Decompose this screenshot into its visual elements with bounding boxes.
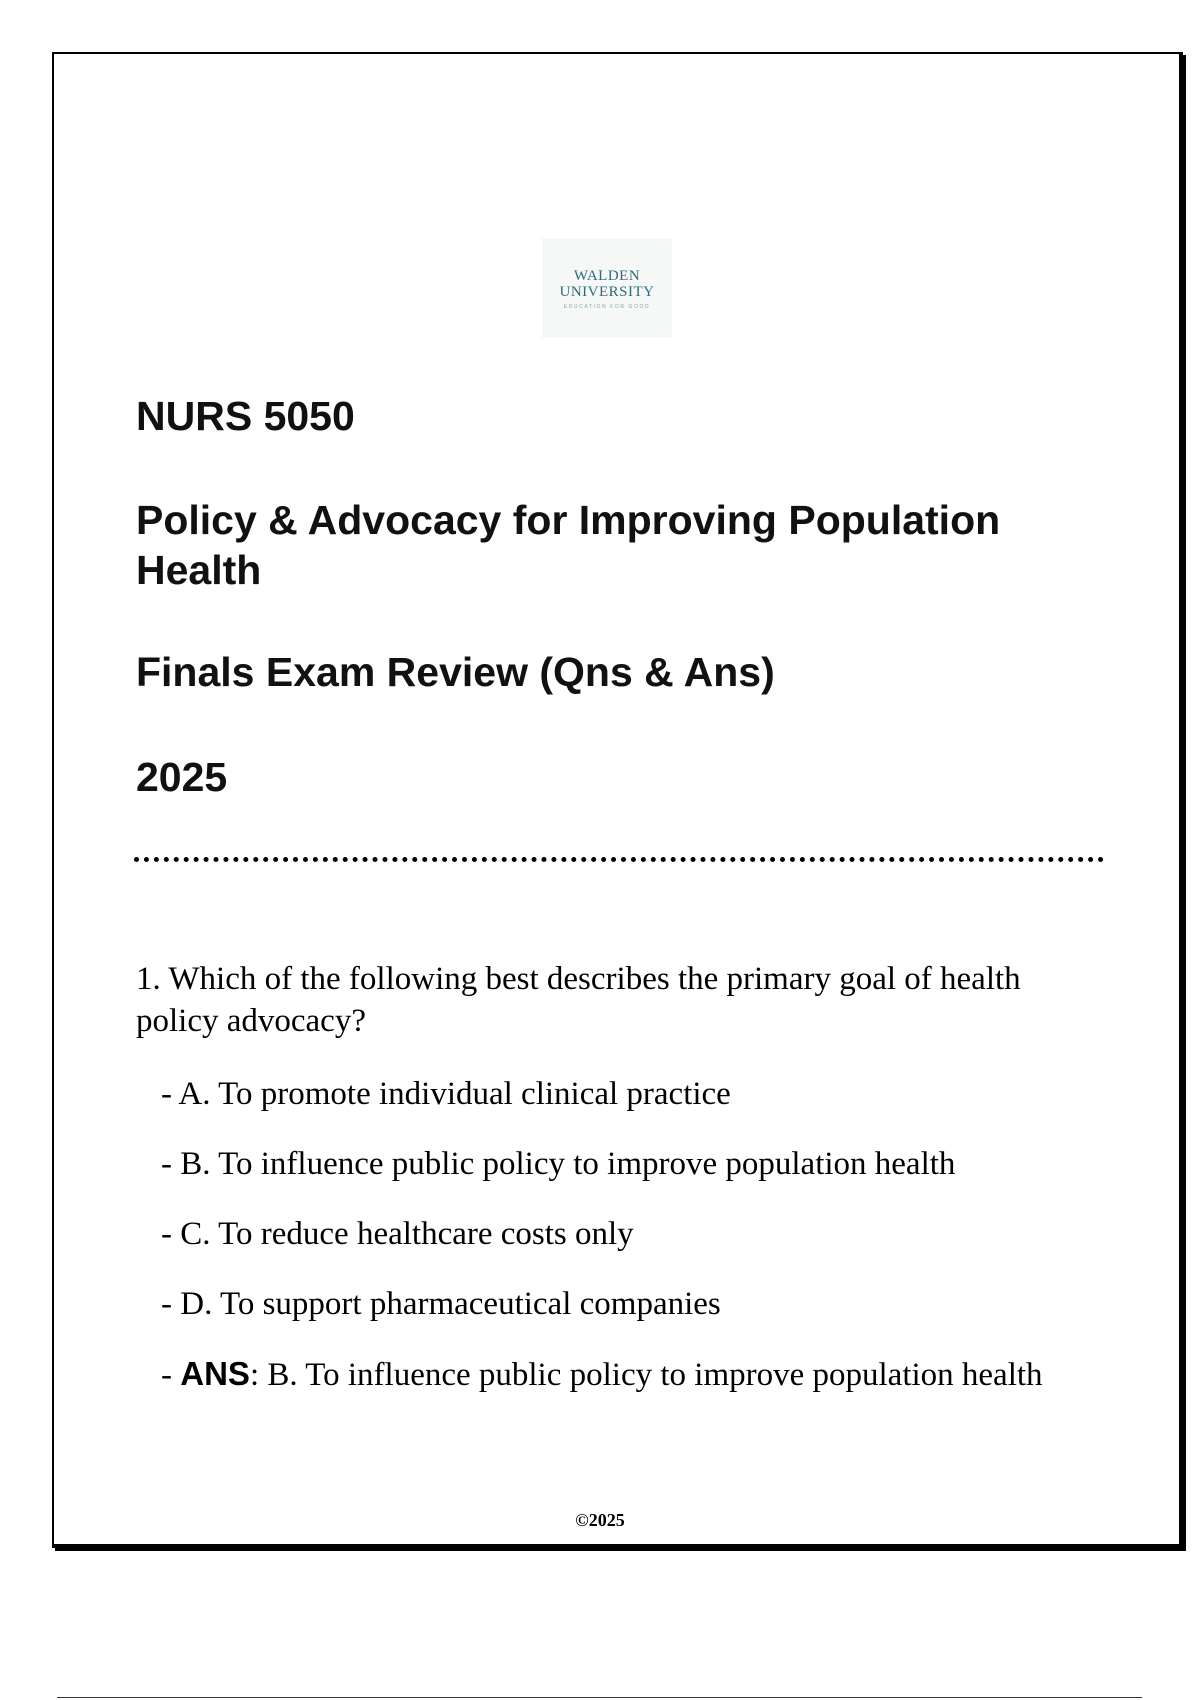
logo-line-1: WALDEN (573, 268, 641, 284)
option-d: - D. To support pharmaceutical companies (161, 1286, 721, 1322)
answer-text: : B. To influence public policy to improve population health (249, 1357, 1043, 1393)
answer-prefix: - (161, 1357, 181, 1393)
university-logo (542, 238, 672, 338)
logo-line-2: UNIVERSITY (559, 284, 655, 300)
course-title: Policy & Advocacy for Improving Population Health (136, 497, 1001, 593)
course-code: NURS 5050 (136, 393, 355, 439)
document-year: 2025 (136, 754, 228, 800)
option-c: - C. To reduce healthcare costs only (161, 1216, 634, 1252)
answer (136, 1353, 1096, 1396)
answer-label: ANS (180, 1355, 250, 1392)
option-b: - B. To influence public policy to improve population health (161, 1146, 956, 1182)
option-a: - A. To promote individual clinical practice (161, 1076, 731, 1112)
logo-tagline: EDUCATION FOR GOOD (563, 304, 651, 310)
dotted-divider (134, 857, 1104, 862)
document-title: Finals Exam Review (Qns & Ans) (136, 649, 775, 695)
bottom-divider (57, 1697, 1142, 1698)
copyright-notice: ©2025 (575, 1510, 625, 1530)
question-text: 1. Which of the following best describes the primary goal of health policy advocacy? (136, 961, 1021, 1039)
